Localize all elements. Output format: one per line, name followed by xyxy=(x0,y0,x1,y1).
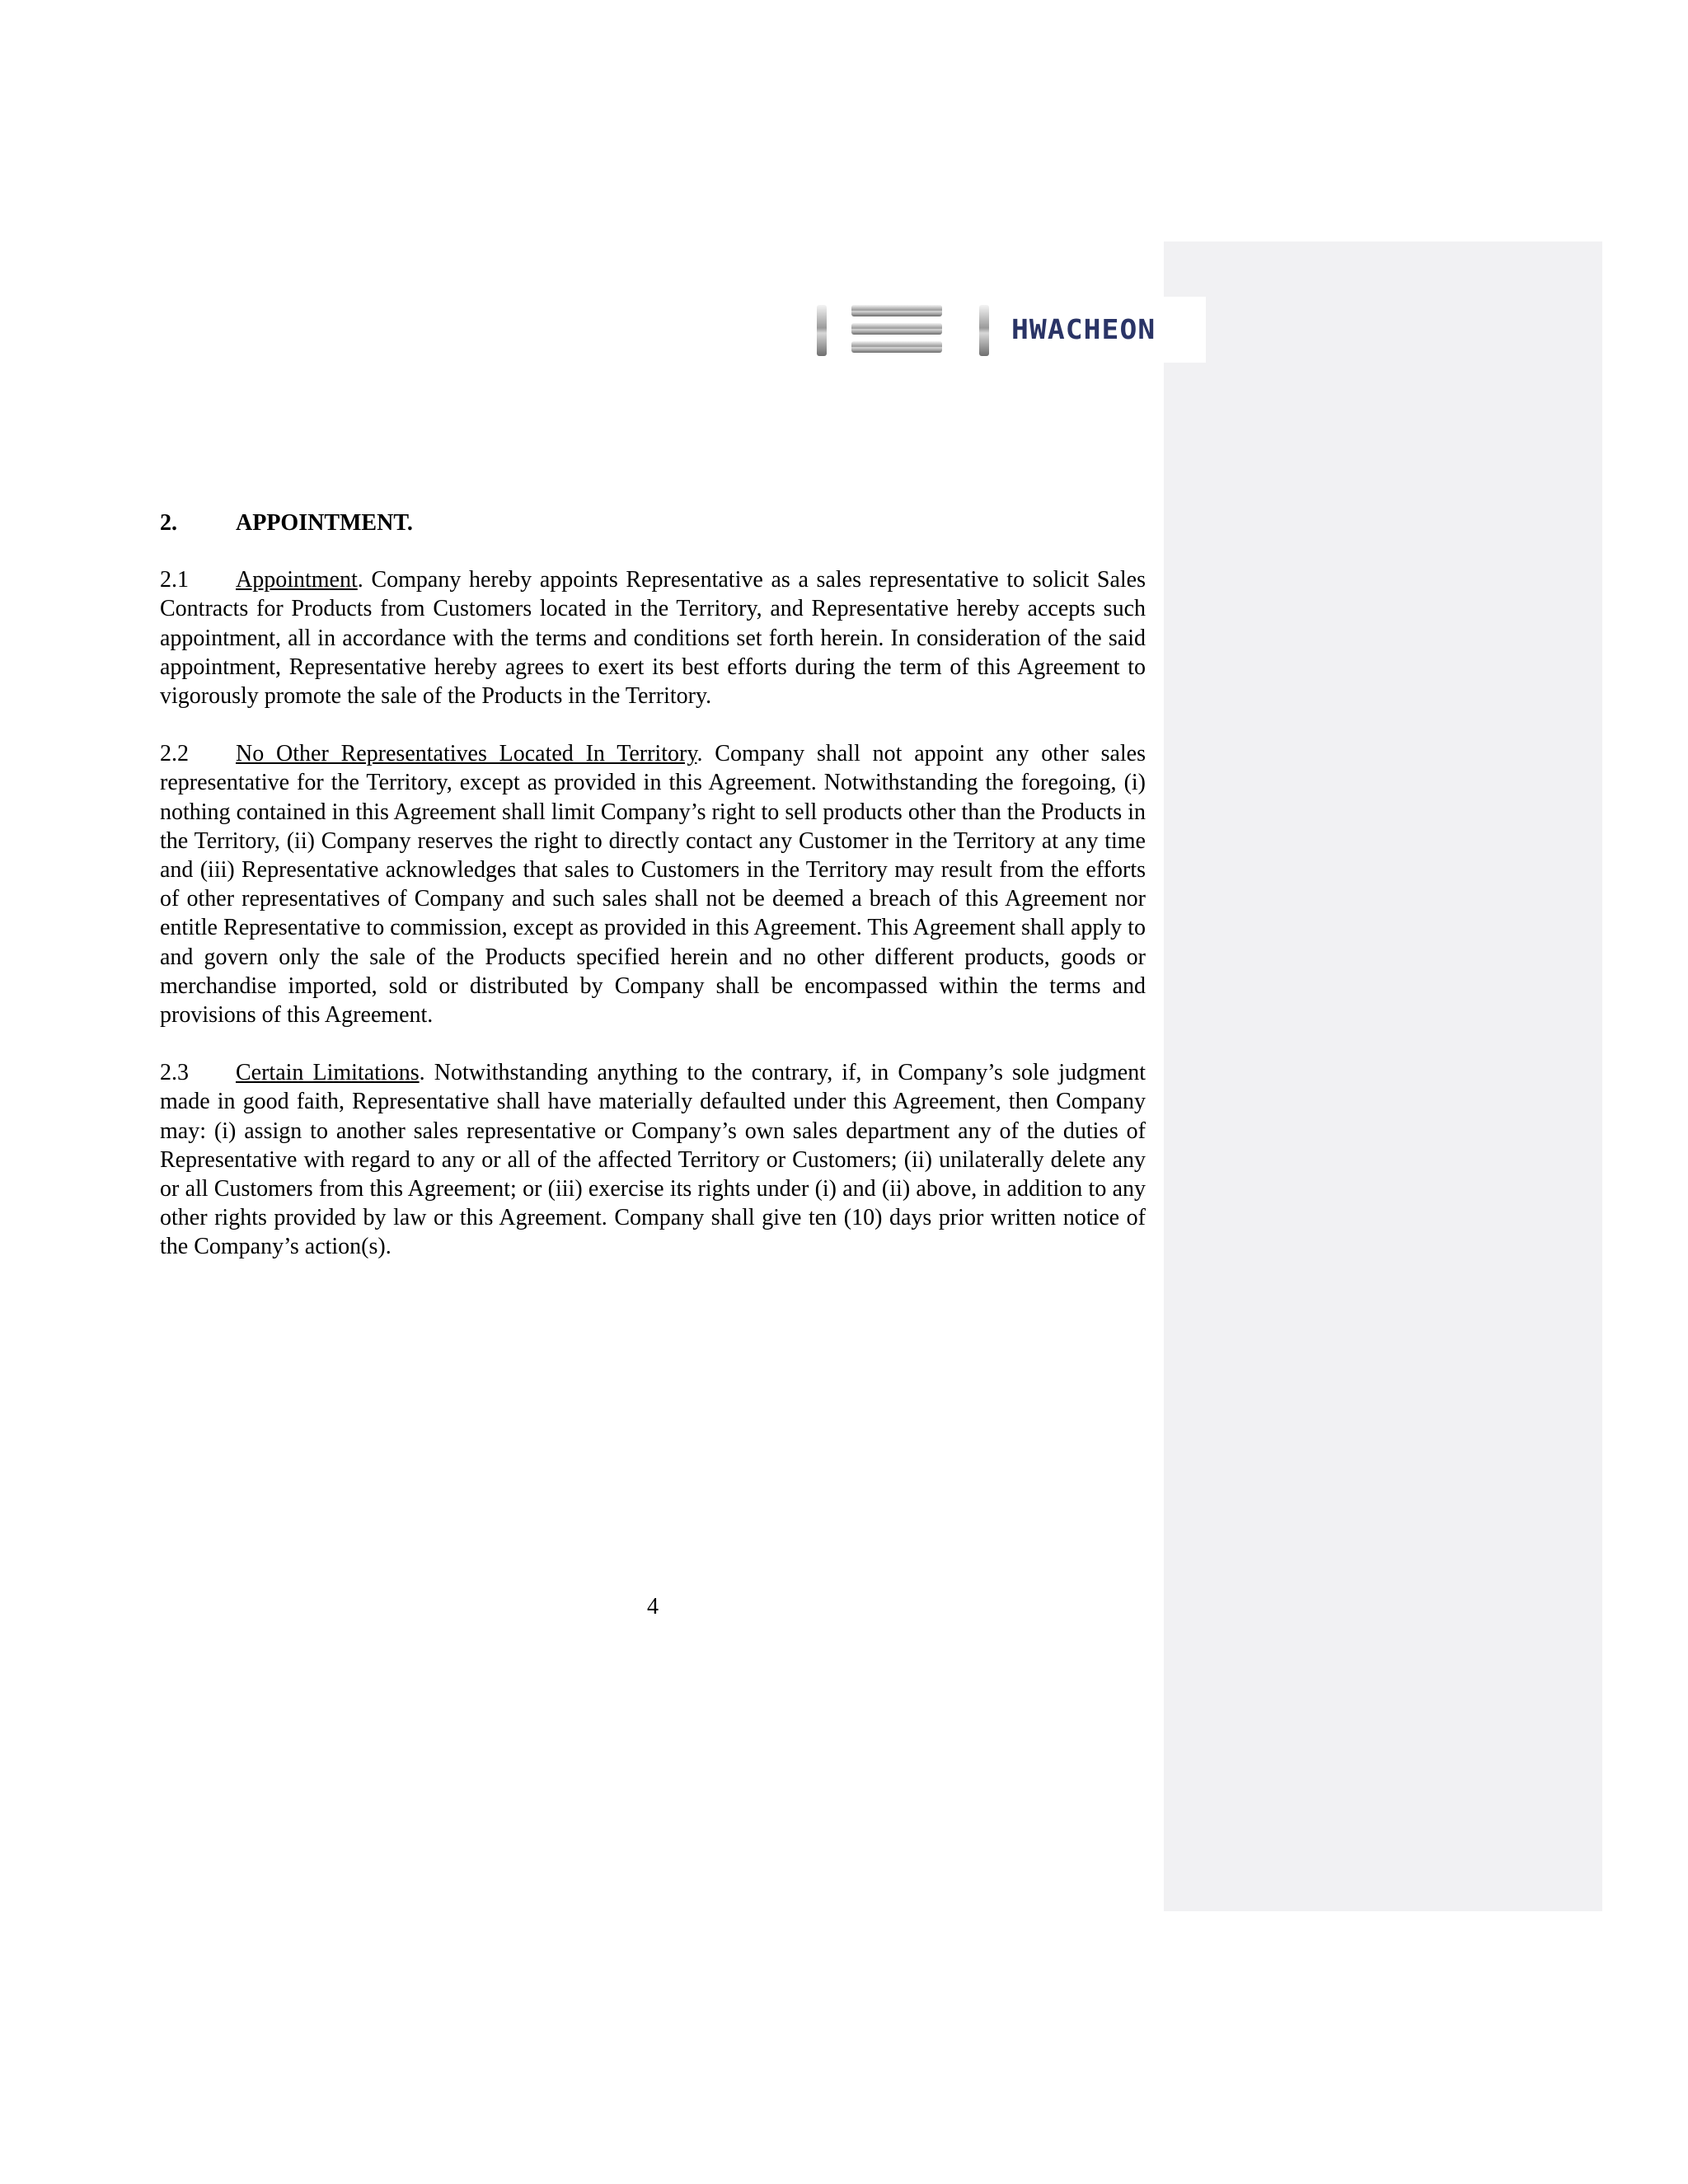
clause-2-1 xyxy=(160,565,1146,710)
page-number: 4 xyxy=(647,1594,659,1619)
clause-text: . Notwithstanding anything to the contrary, if, in Company’s sole judgment made in good faith, Representative shall have materially defaulted under this Agreement, then Company may: (i) assign to another sales representative or Company’s own sales department any of the duties of Representative with regard to any or all of the affected Territory or Customers; (ii) unilaterally delete any or all Customers from this Agreement; or (iii) exercise its rights under (i) and (ii) above, in addition to any other rights provided by law or this Agreement. Company shall give ten (10) days prior written notice of the Company’s action(s). xyxy=(160,1060,1146,1260)
clause-number: 2.3 xyxy=(160,1060,189,1086)
clause-number: 2.2 xyxy=(160,741,189,767)
clause-2-2 xyxy=(160,739,1146,1029)
logo-text: HWACHEON xyxy=(1011,313,1156,345)
clause-title: No Other Representatives Located In Territory xyxy=(236,741,697,767)
logo-mark-icon xyxy=(810,297,1008,363)
clause-text: . Company shall not appoint any other sales representative for the Territory, except as provided in this Agreement. Notwithstanding the foregoing, (i) nothing contained in this Agreement shall limit Company’s right to sell products other than the Products in the Territory, (ii) Company reserves the right to directly contact any Customer in the Territory at any time and (iii) Representative acknowledges that sales to Customers in the Territory may result from the efforts of other representatives of Company and such sales shall not be deemed a breach of this Agreement nor entitle Representative to commission, except as provided in this Agreement. This Agreement shall apply to and govern only the sale of the Products specified herein and no other different products, goods or merchandise imported, sold or distributed by Company shall be encompassed within the terms and provisions of this Agreement. xyxy=(160,741,1146,1029)
comment-pane xyxy=(1164,241,1602,1911)
document-body xyxy=(160,509,1146,1291)
clause-text: . Company hereby appoints Representative as a sales representative to solicit Sales Contracts for Products from Customers located in the Territory, and Representative hereby accepts such appointment, all in accordance with the terms and conditions set forth herein. In consideration of the said appointment, Representative hereby agrees to exert its best efforts during the term of this Agreement to vigorously promote the sale of the Products in the Territory. xyxy=(160,567,1146,710)
clause-title: Certain Limitations xyxy=(236,1060,420,1086)
clause-title: Appointment xyxy=(236,567,358,593)
clause-2-3 xyxy=(160,1058,1146,1261)
section-title: APPOINTMENT. xyxy=(236,510,413,536)
section-heading xyxy=(160,509,1146,537)
clause-number: 2.1 xyxy=(160,567,189,593)
section-number: 2. xyxy=(160,510,177,536)
company-logo xyxy=(810,297,1206,363)
